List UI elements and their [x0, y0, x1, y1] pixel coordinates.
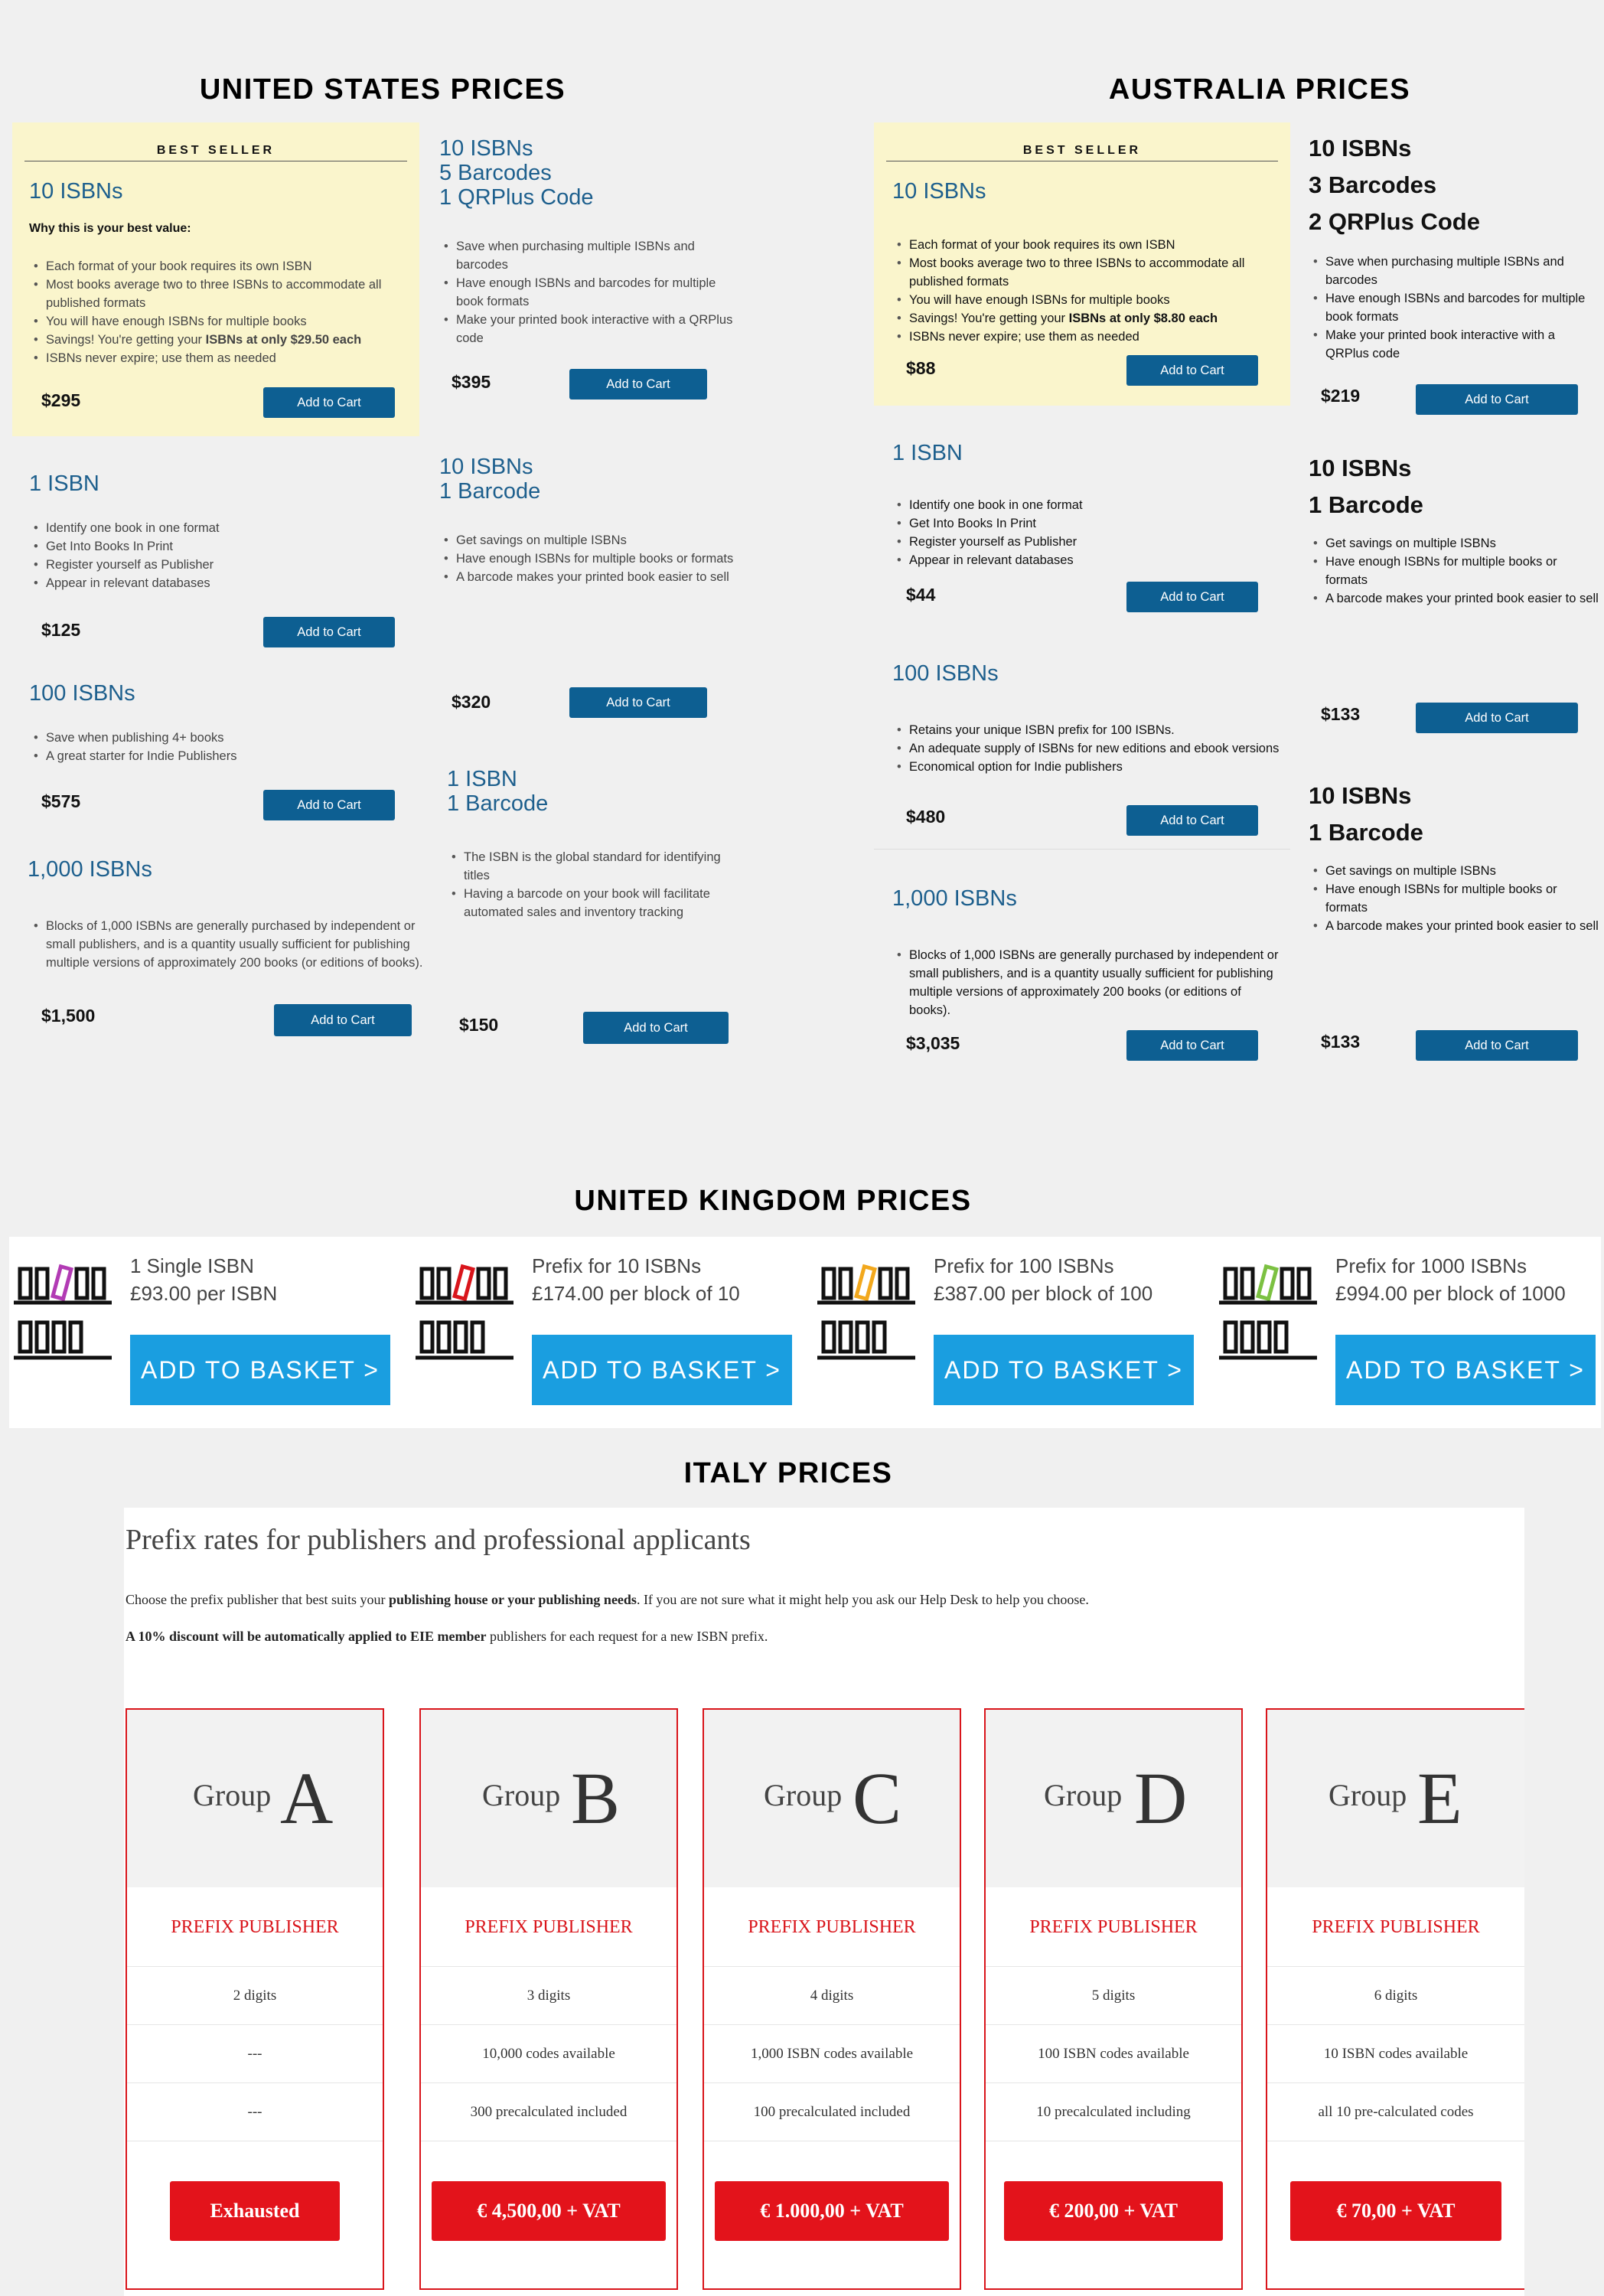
uk-product-price: £174.00 per block of 10 — [532, 1282, 740, 1305]
list-item: • Get savings on multiple ISBNs — [1309, 534, 1599, 553]
group-card-b — [419, 1708, 678, 2290]
saving-bold: ISBNs at only $29.50 each — [205, 333, 362, 347]
digits-row: 5 digits — [986, 1967, 1241, 2025]
it-heading: ITALY PRICES — [683, 1457, 893, 1489]
it-title: Prefix rates for publishers and professional applicants — [126, 1524, 751, 1556]
saving-bold: ISBNs at only $8.80 each — [1068, 311, 1218, 325]
product-title: 10 ISBNs — [29, 179, 123, 204]
add-to-basket-button[interactable]: ADD TO BASKET > — [934, 1335, 1194, 1405]
feature-list — [892, 721, 1283, 776]
price: $125 — [41, 620, 81, 640]
product-title: 5 Barcodes — [439, 161, 552, 185]
uk-product-name: Prefix for 10 ISBNs — [532, 1254, 702, 1277]
us-10-isbn-barcode-card — [429, 452, 750, 727]
feature-list — [892, 496, 1283, 569]
list-item: • Have enough ISBNs and barcodes for multiple book formats — [1309, 289, 1599, 326]
uk-product-price: £387.00 per block of 100 — [934, 1282, 1153, 1305]
group-letter: A — [280, 1757, 334, 1839]
price: $150 — [459, 1015, 499, 1035]
feature-list — [1309, 253, 1599, 363]
add-to-cart-button[interactable]: Add to Cart — [1416, 703, 1578, 733]
prefix-label: PREFIX PUBLISHER — [127, 1887, 383, 1967]
price: $295 — [41, 390, 81, 410]
group-header — [127, 1710, 383, 1887]
add-to-cart-button[interactable]: Add to Cart — [1126, 805, 1258, 836]
price: $575 — [41, 791, 81, 811]
product-title: 100 ISBNs — [29, 681, 135, 706]
precalc-row: all 10 pre-calculated codes — [1267, 2083, 1524, 2141]
product-title: 1 ISBN — [29, 471, 99, 496]
product-title: 10 ISBNs — [892, 179, 986, 204]
add-to-cart-button[interactable]: Add to Cart — [1126, 1030, 1258, 1061]
bookshelf-icon — [816, 1252, 917, 1368]
product-title: 10 ISBNs — [1309, 135, 1412, 161]
best-seller-label: BEST SELLER — [886, 144, 1278, 161]
add-to-basket-button[interactable]: ADD TO BASKET > — [532, 1335, 792, 1405]
au-10-isbn-barcode-card — [1301, 778, 1604, 1068]
list-item: • Save when purchasing multiple ISBNs and barcodes — [1309, 253, 1599, 289]
list-item: • Have enough ISBNs for multiple books or formats — [1309, 553, 1599, 589]
list-item: • An adequate supply of ISBNs for new editions and ebook versions — [892, 739, 1283, 758]
group-card-d — [984, 1708, 1243, 2290]
prefix-label: PREFIX PUBLISHER — [1267, 1887, 1524, 1967]
accent-book — [1258, 1267, 1276, 1299]
feature-list — [892, 946, 1283, 1019]
product-title: 1 Barcode — [1309, 491, 1423, 518]
price: $3,035 — [906, 1033, 960, 1053]
group-word: Group — [482, 1778, 561, 1812]
saving-text: Savings! You're getting your — [909, 311, 1069, 325]
feature-list — [1309, 862, 1599, 935]
list-item: • A barcode makes your printed book easier to sell — [1309, 589, 1599, 608]
uk-product — [1214, 1237, 1601, 1428]
price: $1,500 — [41, 1006, 96, 1026]
it-intro — [126, 1592, 1518, 1608]
group-header — [1267, 1710, 1524, 1887]
feature-list — [439, 237, 745, 347]
list-item: • Identify one book in one format — [892, 496, 1283, 514]
list-item: • Make your printed book interactive with a QRPlus code — [439, 311, 745, 347]
price: $320 — [452, 692, 491, 712]
list-item: • ISBNs never expire; use them as needed — [29, 349, 412, 367]
add-to-basket-button[interactable]: ADD TO BASKET > — [130, 1335, 390, 1405]
group-card-e — [1266, 1708, 1524, 2290]
group-letter: D — [1134, 1757, 1188, 1839]
au-best-seller-card — [874, 122, 1290, 406]
group-header — [421, 1710, 676, 1887]
price-button[interactable]: € 70,00 + VAT — [1290, 2181, 1501, 2241]
discount-bold: A 10% discount will be automatically applied to EIE member — [126, 1629, 487, 1644]
group-word: Group — [1329, 1778, 1407, 1812]
list-item: • Identify one book in one format — [29, 519, 412, 537]
list-item: • You will have enough ISBNs for multiple books — [29, 312, 412, 331]
us-100-isbn-card — [12, 670, 419, 823]
group-card-a — [126, 1708, 384, 2290]
price: $480 — [906, 807, 946, 827]
product-title: 1 Barcode — [439, 479, 541, 504]
codes-row: 10,000 codes available — [421, 2025, 676, 2083]
codes-row: 10 ISBN codes available — [1267, 2025, 1524, 2083]
group-header — [986, 1710, 1241, 1887]
list-item: • Save when publishing 4+ books — [29, 729, 412, 747]
us-best-seller-card — [12, 122, 419, 436]
add-to-cart-button[interactable]: Add to Cart — [569, 687, 707, 718]
price: $133 — [1321, 704, 1361, 724]
feature-list — [447, 848, 738, 921]
prefix-label: PREFIX PUBLISHER — [986, 1887, 1241, 1967]
product-title: 1,000 ISBNs — [28, 857, 152, 882]
digits-row: 4 digits — [704, 1967, 960, 2025]
product-title: 1 QRPlus Code — [439, 185, 594, 210]
list-item: • Have enough ISBNs for multiple books or formats — [1309, 880, 1599, 917]
codes-row: 100 ISBN codes available — [986, 2025, 1241, 2083]
product-title: 1 Barcode — [447, 791, 549, 816]
us-1-isbn-barcode-card — [429, 765, 750, 1056]
feature-list — [29, 519, 412, 592]
group-header — [704, 1710, 960, 1887]
group-letter: C — [853, 1757, 902, 1839]
au-1-isbn-card — [874, 429, 1290, 628]
list-item: • Having a barcode on your book will facilitate automated sales and inventory tracking — [447, 885, 738, 921]
list-item: • Retains your unique ISBN prefix for 100 ISBNs. — [892, 721, 1283, 739]
list-item: • Each format of your book requires its own ISBN — [29, 257, 412, 276]
feature-list — [1309, 534, 1599, 608]
au-100-isbn-card — [874, 658, 1290, 850]
precalc-row: 300 precalculated included — [421, 2083, 676, 2141]
au-heading: AUSTRALIA PRICES — [1108, 73, 1411, 106]
uk-product — [813, 1237, 1211, 1428]
accent-book — [53, 1267, 71, 1299]
product-title: 1 Barcode — [1309, 819, 1423, 846]
bookshelf-icon — [12, 1252, 113, 1368]
add-to-cart-button[interactable]: Add to Cart — [583, 1012, 729, 1044]
list-item: • A great starter for Indie Publishers — [29, 747, 412, 765]
list-item: • You will have enough ISBNs for multiple books — [892, 291, 1283, 309]
add-to-cart-button[interactable]: Add to Cart — [1126, 582, 1258, 612]
product-title: 2 QRPlus Code — [1309, 208, 1480, 235]
product-title: 10 ISBNs — [439, 455, 533, 479]
list-item: • Blocks of 1,000 ISBNs are generally purchased by independent or small publishers, and is a quantity usually sufficient for publishing multiple versions of approximately 200 books (or editions of books). — [29, 917, 435, 972]
codes-row: 1,000 ISBN codes available — [704, 2025, 960, 2083]
add-to-cart-button[interactable]: Add to Cart — [274, 1004, 412, 1036]
list-item: • A barcode makes your printed book easier to sell — [439, 568, 738, 586]
price: $44 — [906, 585, 936, 605]
price-button[interactable]: € 1.000,00 + VAT — [715, 2181, 949, 2241]
uk-product — [9, 1237, 407, 1428]
au-combo-card — [1301, 130, 1604, 421]
product-title: 1,000 ISBNs — [892, 886, 1017, 911]
best-seller-label: BEST SELLER — [24, 144, 407, 161]
list-item: • Each format of your book requires its own ISBN — [892, 236, 1283, 254]
list-item: • The ISBN is the global standard for identifying titles — [447, 848, 738, 885]
list-item: • Have enough ISBNs and barcodes for multiple book formats — [439, 274, 745, 311]
saving-text: Savings! You're getting your — [46, 333, 206, 347]
list-item: • Have enough ISBNs for multiple books or formats — [439, 550, 738, 568]
price-button[interactable]: Exhausted — [170, 2181, 340, 2241]
au-1000-isbn-card — [874, 880, 1290, 1071]
add-to-cart-button[interactable]: Add to Cart — [1416, 384, 1578, 415]
codes-row: --- — [127, 2025, 383, 2083]
uk-product-price: £994.00 per block of 1000 — [1335, 1282, 1566, 1305]
feature-list — [29, 917, 435, 972]
list-item: • Get Into Books In Print — [29, 537, 412, 556]
group-card-c — [703, 1708, 961, 2290]
add-to-basket-button[interactable]: ADD TO BASKET > — [1335, 1335, 1596, 1405]
uk-product-name: Prefix for 1000 ISBNs — [1335, 1254, 1527, 1277]
product-title: 10 ISBNs — [439, 136, 533, 161]
au-10-isbn-barcode-card — [1301, 450, 1604, 741]
list-item: • Appear in relevant databases — [892, 551, 1283, 569]
digits-row: 6 digits — [1267, 1967, 1524, 2025]
add-to-cart-button[interactable]: Add to Cart — [263, 790, 395, 820]
group-letter: E — [1417, 1757, 1462, 1839]
intro-text: Choose the prefix publisher that best suits your — [126, 1592, 389, 1607]
it-discount — [126, 1629, 1518, 1645]
list-item: • Get Into Books In Print — [892, 514, 1283, 533]
uk-heading: UNITED KINGDOM PRICES — [574, 1185, 972, 1217]
list-item: • A barcode makes your printed book easier to sell — [1309, 917, 1599, 935]
group-word: Group — [764, 1778, 843, 1812]
intro-text: . If you are not sure what it might help you ask our Help Desk to help you choose. — [636, 1592, 1089, 1607]
price: $219 — [1321, 386, 1361, 406]
price-button[interactable]: € 200,00 + VAT — [1004, 2181, 1223, 2241]
list-item: • Appear in relevant databases — [29, 574, 412, 592]
product-title: 10 ISBNs — [1309, 455, 1412, 481]
best-value-subtitle: Why this is your best value: — [29, 222, 191, 235]
precalc-row: --- — [127, 2083, 383, 2141]
list-item: • Most books average two to three ISBNs to accommodate all published formats — [29, 276, 412, 312]
product-title: 100 ISBNs — [892, 661, 999, 686]
accent-book — [856, 1267, 875, 1299]
list-item: • Make your printed book interactive with a QRPlus code — [1309, 326, 1599, 363]
group-word: Group — [193, 1778, 272, 1812]
price: $133 — [1321, 1032, 1361, 1052]
feature-list — [892, 236, 1283, 346]
add-to-cart-button[interactable]: Add to Cart — [263, 617, 395, 647]
add-to-cart-button[interactable]: Add to Cart — [263, 387, 395, 418]
feature-list — [29, 257, 412, 367]
digits-row: 3 digits — [421, 1967, 676, 2025]
uk-product-name: 1 Single ISBN — [130, 1254, 254, 1277]
uk-product-name: Prefix for 100 ISBNs — [934, 1254, 1114, 1277]
bookshelf-icon — [1218, 1252, 1319, 1368]
discount-text: publishers for each request for a new ISBN prefix. — [486, 1629, 768, 1644]
uk-product-price: £93.00 per ISBN — [130, 1282, 278, 1305]
feature-list — [439, 531, 738, 586]
precalc-row: 100 precalculated included — [704, 2083, 960, 2141]
group-word: Group — [1044, 1778, 1123, 1812]
list-item: • Economical option for Indie publishers — [892, 758, 1283, 776]
price-button[interactable]: € 4,500,00 + VAT — [432, 2181, 666, 2241]
prefix-label: PREFIX PUBLISHER — [421, 1887, 676, 1967]
list-item: • ISBNs never expire; use them as needed — [892, 328, 1283, 346]
list-item — [892, 309, 1283, 328]
price: $395 — [452, 372, 491, 392]
product-title: 3 Barcodes — [1309, 171, 1437, 198]
uk-panel — [9, 1237, 1601, 1428]
add-to-cart-button[interactable]: Add to Cart — [1416, 1030, 1578, 1061]
add-to-cart-button[interactable]: Add to Cart — [569, 369, 707, 400]
precalc-row: 10 precalculated including — [986, 2083, 1241, 2141]
feature-list — [29, 729, 412, 765]
prefix-label: PREFIX PUBLISHER — [704, 1887, 960, 1967]
list-item: • Register yourself as Publisher — [892, 533, 1283, 551]
add-to-cart-button[interactable]: Add to Cart — [1126, 355, 1258, 386]
list-item: • Most books average two to three ISBNs to accommodate all published formats — [892, 254, 1283, 291]
digits-row: 2 digits — [127, 1967, 383, 2025]
product-title: 1 ISBN — [892, 441, 963, 465]
list-item — [29, 331, 412, 349]
us-heading: UNITED STATES PRICES — [199, 73, 566, 106]
product-title: 1 ISBN — [447, 767, 517, 791]
price: $88 — [906, 358, 936, 378]
list-item: • Get savings on multiple ISBNs — [1309, 862, 1599, 880]
us-combo-card — [429, 122, 750, 413]
product-title: 10 ISBNs — [1309, 782, 1412, 809]
list-item: • Blocks of 1,000 ISBNs are generally purchased by independent or small publishers, and is a quantity usually sufficient for publishing multiple versions of approximately 200 books (or editions of books). — [892, 946, 1283, 1019]
accent-book — [455, 1267, 473, 1299]
list-item: • Save when purchasing multiple ISBNs and barcodes — [439, 237, 745, 274]
list-item: • Get savings on multiple ISBNs — [439, 531, 738, 550]
intro-bold: publishing house or your publishing needs — [388, 1592, 637, 1607]
group-letter: B — [571, 1757, 621, 1839]
uk-product — [411, 1237, 809, 1428]
us-1-isbn-card — [12, 459, 419, 651]
list-item: • Register yourself as Publisher — [29, 556, 412, 574]
us-1000-isbn-card — [12, 846, 423, 1045]
bookshelf-icon — [414, 1252, 515, 1368]
